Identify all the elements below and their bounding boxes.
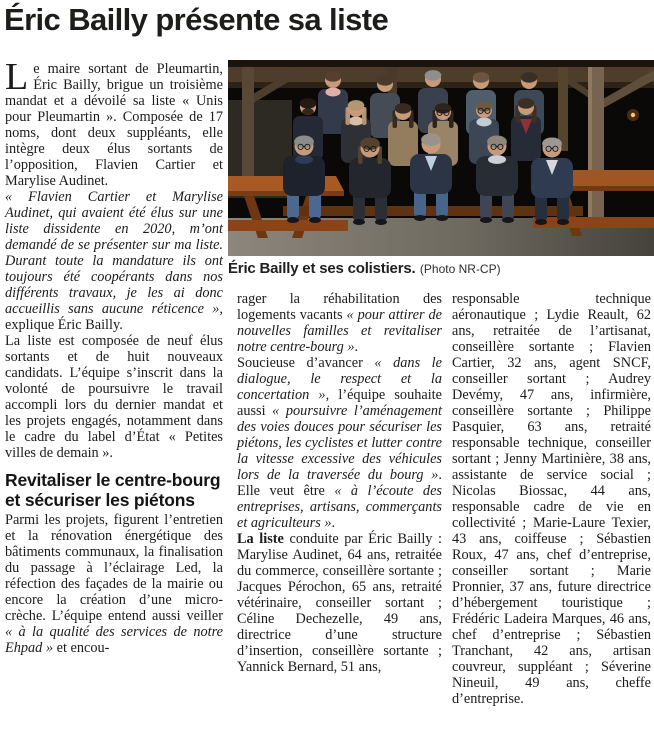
paragraph-quote-mayor [5, 189, 223, 333]
photo-caption-row [228, 260, 654, 278]
photo-caption: Éric Bailly et ses colistiers. [228, 260, 416, 277]
article-photo [228, 60, 654, 256]
projects-text: Parmi les projets, figurent l’entretien et la rénovation énergétique des bâtiments communaux, la finalisation du passage à l’éclairage Led, la réfection des façades de la mairie ou encore la création d’une micro-crèche. L’équipe entend aussi veiller [5, 512, 223, 624]
dialogue-end: . [331, 515, 336, 531]
article-headline: Éric Bailly présente sa liste [4, 2, 389, 37]
dialogue-mid2: . Elle veut être [237, 467, 442, 499]
ehpad-quote: « à la qualité des services de notre Ehpad » [5, 624, 223, 656]
column-middle [237, 291, 442, 675]
dialogue-quote: « dans le dialogue, le respect et la concertation » [237, 355, 442, 403]
section-subhead: Revitaliser le centre-bourg et sécuriser les piétons [5, 470, 221, 510]
voies-douces-quote: « poursuivre l’aménagement des voies douces pour sécuriser les piétons, les cyclistes et lutter contre la vitesse excessive des véhicules lors de la traversée du bourg » [237, 403, 442, 483]
paragraph-housing [237, 291, 442, 355]
paragraph-list-composition: La liste est composée de neuf élus sortants et de huit nouveaux candidats. L’équipe s’inscrit dans la volonté de poursuivre le travail accompli lors du dernier mandat et les projets engagés, notamment dans le cadre du label d’État « Petites villes de demain ». [5, 333, 223, 461]
intro-text: e maire sortant de Pleumartin, Éric Bailly, brigue un troisième mandat et a dévoilé sa liste « Unis pour Pleumartin ». Composée de 17 noms, dont deux suppléants, elle intègre deux élus sortants de l’opposition, Flavien Cartier et Marylise Audinet. [5, 61, 223, 189]
column-left [5, 56, 223, 656]
projects-text-end: et encou- [53, 640, 110, 656]
ecoute-quote: « à l’écoute des entreprises, artisans, commerçants et agriculteurs » [237, 483, 442, 531]
paragraph-candidate-list [237, 531, 442, 675]
paragraph-dialogue [237, 355, 442, 531]
dialogue-text: Soucieuse d’avancer [237, 355, 375, 371]
drop-cap: L [5, 56, 29, 98]
paragraph-candidate-list-continued: responsable technique aéronautique ; Lydie Reault, 62 ans, retraitée de l’artisanat, conseillère sortante ; Flavien Cartier, 32 ans, agent SNCF, conseiller sortant ; Audrey Devémy, 47 ans, infirmière, conseillère sortante ; Philippe Pasquier, 63 ans, retraité responsable technique, conseiller sortant ; Jenny Martinière, 38 ans, assistante de service social ; Nicolas Biossac, 44 ans, responsable cadre de vie en collectivité ; Marie-Laure Texier, 43 ans, coiffeuse ; Sébastien Roux, 47 ans, chef d’entreprise, conseiller sortant ; Marie Pronnier, 37 ans, future directrice d’hébergement touristique ; Frédéric Ladeira Marques, 46 ans, chef d’entreprise ; Sébastien Tranchant, 42 ans, artisan couvreur, suppléant ; Séverine Nineuil, 49 ans, cheffe d’entreprise. [452, 291, 651, 707]
housing-text: rager la réhabilitation des logements vacants [237, 291, 442, 323]
housing-text-end: . [354, 339, 359, 355]
quote-attribution: , explique Éric Bailly. [5, 301, 223, 333]
photo-person [511, 98, 541, 161]
list-lead: La liste [237, 531, 284, 547]
quote-text: « Flavien Cartier et Marylise Audinet, qui avaient été élus sur une liste dissidente en 2020, m’ont demandé de se présenter sur ma liste. Durant toute la mandature ils ont toujours été coopérants dans nos différents travaux, je les ai donc accueillis sans aucune réticence » [5, 189, 223, 317]
list-members: conduite par Éric Bailly : Marylise Audinet, 64 ans, retraitée du commerce, conseillère sortante ; Jacques Pérochon, 65 ans, retraité vétérinaire, conseiller sortant ; Céline Dechezelle, 49 ans, directrice d’une structure d’insertion, conseillère sortante ; Yannick Bernard, 51 ans, [237, 531, 443, 675]
dialogue-mid: , l’équipe souhaite aussi [237, 387, 443, 419]
photo-credit: (Photo NR-CP) [419, 262, 501, 276]
group-photo-night [228, 60, 654, 256]
column-right [452, 291, 651, 707]
paragraph-projects [5, 512, 223, 656]
photo-street-light [631, 113, 635, 117]
paragraph-intro [5, 56, 223, 189]
families-quote: « pour attirer de nouvelles familles et revitaliser notre centre-bourg » [237, 307, 442, 355]
